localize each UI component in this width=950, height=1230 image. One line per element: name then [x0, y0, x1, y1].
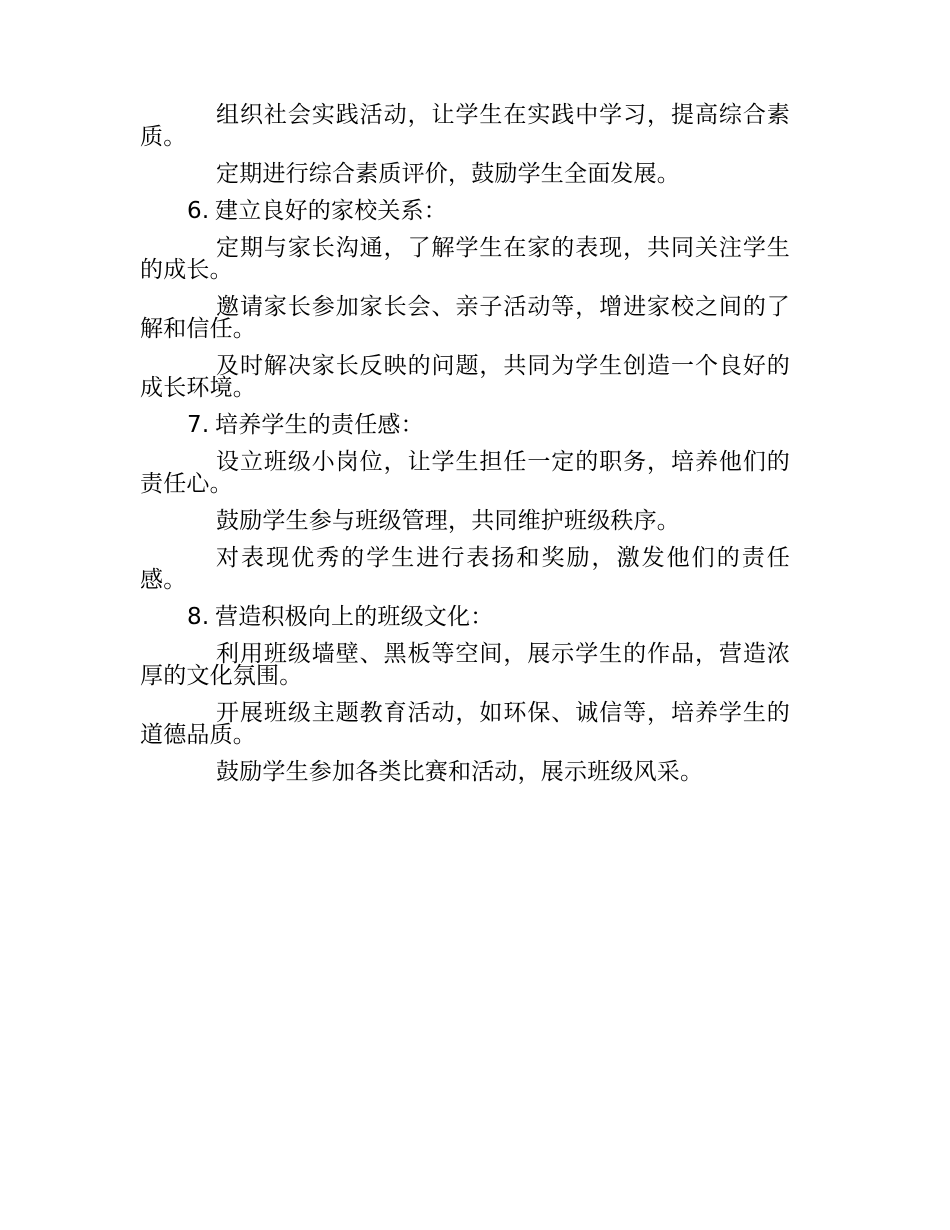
paragraph: 邀请家长参加家长会、亲子活动等，增进家校之间的了解和信任。	[140, 294, 790, 342]
paragraph: 开展班级主题教育活动，如环保、诚信等，培养学生的道德品质。	[140, 700, 790, 748]
paragraph: 对表现优秀的学生进行表扬和奖励，激发他们的责任感。	[140, 545, 790, 593]
list-number: 7.	[187, 412, 210, 438]
paragraph: 定期进行综合素质评价，鼓励学生全面发展。	[216, 161, 680, 187]
list-heading	[140, 606, 790, 628]
paragraph: 鼓励学生参与班级管理，共同维护班级秩序。	[216, 508, 680, 534]
list-heading	[140, 200, 790, 222]
list-number: 6.	[187, 198, 210, 224]
paragraph: 定期与家长沟通，了解学生在家的表现，共同关注学生的成长。	[140, 235, 790, 283]
paragraph: 设立班级小岗位，让学生担任一定的职务，培养他们的责任心。	[140, 449, 790, 497]
list-heading-text: 营造积极向上的班级文化：	[215, 604, 494, 630]
paragraph: 及时解决家长反映的问题，共同为学生创造一个良好的成长环境。	[140, 353, 790, 401]
list-heading-text: 建立良好的家校关系：	[215, 198, 447, 224]
paragraph: 利用班级墙壁、黑板等空间，展示学生的作品，营造浓厚的文化氛围。	[140, 641, 790, 689]
list-number: 8.	[187, 604, 210, 630]
list-heading	[140, 414, 790, 436]
document-body	[140, 104, 790, 798]
paragraph: 鼓励学生参加各类比赛和活动，展示班级风采。	[216, 759, 704, 785]
paragraph: 组织社会实践活动，让学生在实践中学习，提高综合素质。	[140, 102, 790, 150]
list-heading-text: 培养学生的责任感：	[215, 412, 424, 438]
